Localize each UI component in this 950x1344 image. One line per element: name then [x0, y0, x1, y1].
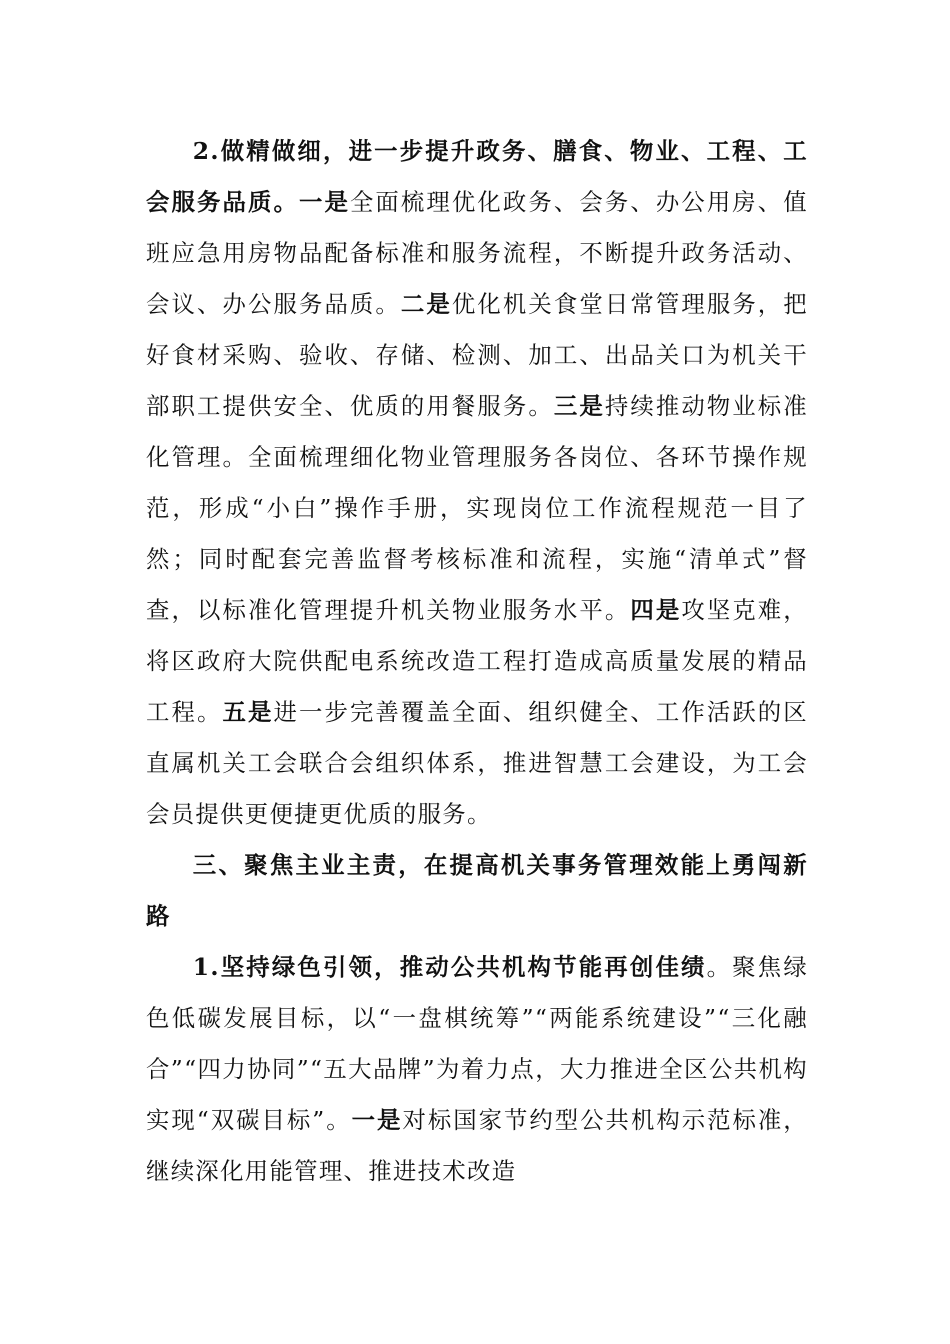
section-heading: 三、聚焦主业主责，在提高机关事务管理效能上勇闯新路: [146, 851, 808, 930]
marker-fifth: 五是: [222, 698, 274, 726]
marker-first: 一是: [351, 1106, 403, 1134]
body-text: 进一步完善覆盖全面、组织健全、工作活跃的区直属机关工会联合会组织体系，推进智慧工会建设，为工会会员提供更便捷更优质的服务。: [146, 698, 808, 828]
marker-third: 三是: [553, 392, 605, 420]
body-text: 持续推动物业标准化管理。全面梳理细化物业管理服务各岗位、各环节操作规范，形成“小白”操作手册，实现岗位工作流程规范一目了然；同时配套完善监督考核标准和流程，实施“清单式”督查，以标准化管理提升机关物业服务水平。: [146, 392, 808, 624]
body-text: 优化机关食堂日常管理服务，把好食材采购、验收、存储、检测、加工、出品关口为机关干部职工提供安全、优质的用餐服务。: [146, 290, 808, 420]
body-text: 对标国家节约型公共机构示范标准，继续深化用能管理、推进技术改造: [146, 1106, 808, 1185]
body-text: 攻坚克难，将区政府大院供配电系统改造工程打造成高质量发展的精品工程。: [146, 596, 808, 726]
subheading-service-quality: 2.做精做细，进一步提升政务、膳食、物业、工程、工会服务品质。: [146, 137, 808, 216]
document-page: [146, 126, 808, 1197]
marker-fourth: 四是: [630, 596, 682, 624]
paragraph-green-energy: [146, 942, 808, 1197]
marker-first: 一是: [298, 188, 350, 216]
subheading-green-energy: 1.坚持绿色引领，推动公共机构节能再创佳绩: [192, 953, 707, 981]
body-text: 全面梳理优化政务、会务、办公用房、值班应急用房物品配备标准和服务流程，不断提升政务活动、会议、办公服务品质。: [146, 188, 808, 318]
paragraph-service-quality: [146, 126, 808, 840]
body-text: 。聚焦绿色低碳发展目标，以“一盘棋统筹”“两能系统建设”“三化融合”“四力协同”“五大品牌”为着力点，大力推进全区公共机构实现“双碳目标”。: [146, 953, 809, 1134]
marker-second: 二是: [400, 290, 452, 318]
